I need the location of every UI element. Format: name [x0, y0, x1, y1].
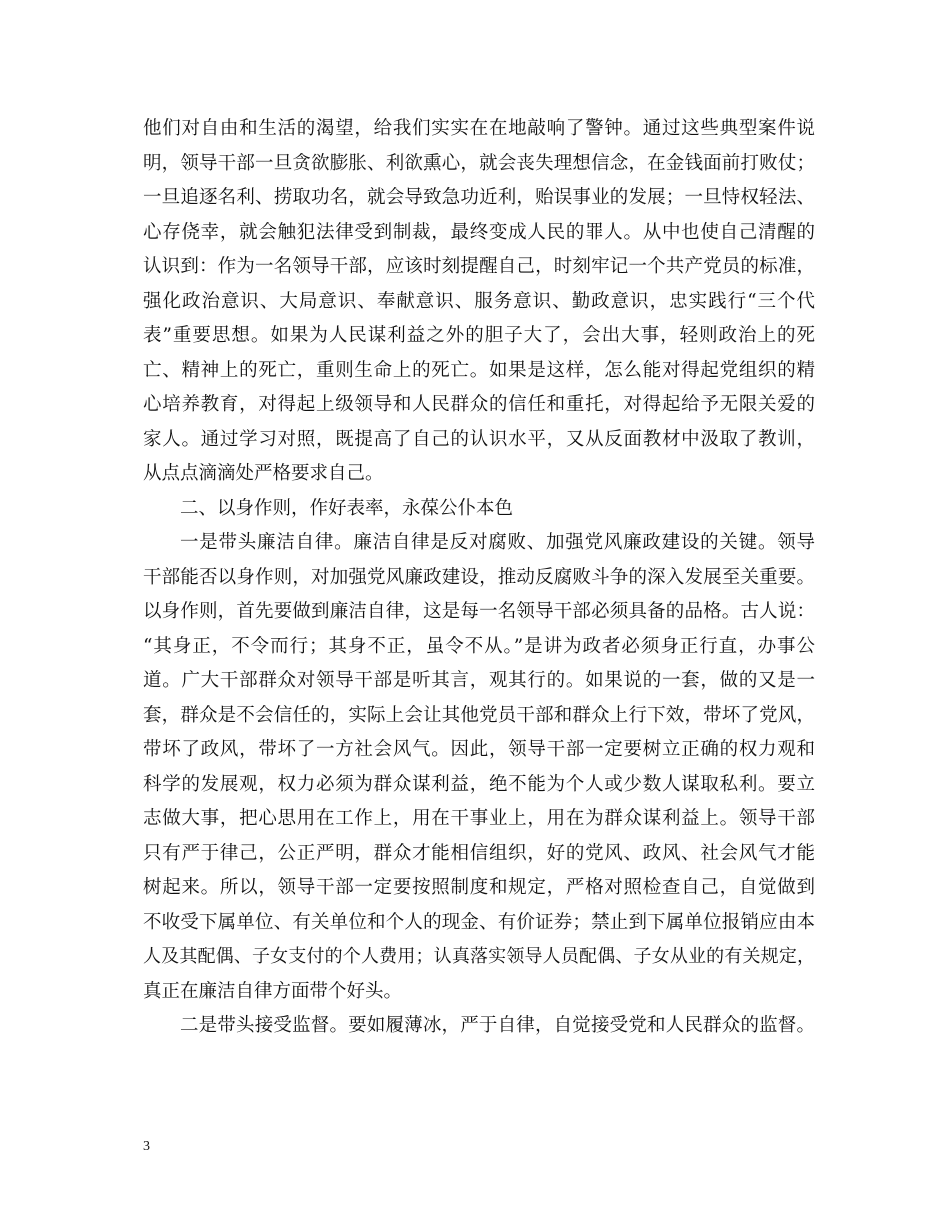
text-line: 道。广大干部群众对领导干部是听其言，观其行的。如果说的一套，做的又是一: [143, 670, 815, 691]
text-line: 带坏了政风，带坏了一方社会风气。因此，领导干部一定要树立正确的权力观和: [143, 739, 815, 760]
text-line: 表”重要思想。如果为人民谋利益之外的胆子大了，会出大事，轻则政治上的死: [143, 325, 815, 346]
text-line: 一是带头廉洁自律。廉洁自律是反对腐败、加强党风廉政建设的关键。领导: [180, 532, 815, 553]
body-text: [143, 112, 815, 1044]
text-line: 不收受下属单位、有关单位和个人的现金、有价证券；禁止到下属单位报销应由本: [143, 911, 815, 933]
text-line: 家人。通过学习对照，既提高了自己的认识水平，又从反面教材中汲取了教训，: [143, 428, 815, 450]
text-line: 人及其配偶、子女支付的个人费用；认真落实领导人员配偶、子女从业的有关规定，: [143, 946, 815, 967]
text-line: 明，领导干部一旦贪欲膨胀、利欲熏心，就会丧失理想信念，在金钱面前打败仗；: [143, 152, 815, 174]
text-line: 二是带头接受监督。要如履薄冰，严于自律，自觉接受党和人民群众的监督。: [180, 1015, 815, 1036]
text-line: 认识到：作为一名领导干部，应该时刻提醒自己，时刻牢记一个共产党员的标准，: [143, 256, 815, 277]
text-line: 干部能否以身作则，对加强党风廉政建设，推动反腐败斗争的深入发展至关重要。: [143, 566, 815, 588]
text-line: 科学的发展观，权力必须为群众谋利益，绝不能为个人或少数人谋取私利。要立: [143, 773, 815, 795]
text-line: 真正在廉洁自律方面带个好头。: [143, 980, 403, 1002]
text-line: 亡、精神上的死亡，重则生命上的死亡。如果是这样，怎么能对得起党组织的精: [143, 359, 815, 381]
text-line: 以身作则，首先要做到廉洁自律，这是每一名领导干部必须具备的品格。古人说：: [143, 601, 815, 622]
page-number: 3: [143, 1139, 150, 1154]
text-line: 一旦追逐名利、捞取功名，就会导致急功近利，贻误事业的发展；一旦恃权轻法、: [143, 187, 815, 208]
text-line: 从点点滴滴处严格要求自己。: [143, 463, 384, 484]
text-line: 只有严于律己，公正严明，群众才能相信组织，好的党风、政风、社会风气才能: [143, 842, 815, 864]
text-line: “其身正，不令而行；其身不正，虽令不从。”是讲为政者必须身正行直，办事公: [143, 635, 815, 657]
text-line: 心存侥幸，就会触犯法律受到制裁，最终变成人民的罪人。从中也使自己清醒的: [143, 221, 815, 243]
text-line: 志做大事，把心思用在工作上，用在干事业上，用在为群众谋利益上。领导干部: [143, 808, 815, 829]
text-line: 二、以身作则，作好表率，永葆公仆本色: [180, 497, 514, 519]
text-line: 强化政治意识、大局意识、奉献意识、服务意识、勤政意识，忠实践行“三个代: [143, 290, 815, 312]
text-line: 心培养教育，对得起上级领导和人民群众的信任和重托，对得起给予无限关爱的: [143, 394, 815, 415]
text-line: 套，群众是不会信任的，实际上会让其他党员干部和群众上行下效，带坏了党风，: [143, 704, 815, 726]
text-line: 他们对自由和生活的渴望，给我们实实在在地敲响了警钟。通过这些典型案件说: [143, 118, 815, 139]
text-line: 树起来。所以，领导干部一定要按照制度和规定，严格对照检查自己，自觉做到: [143, 877, 815, 898]
